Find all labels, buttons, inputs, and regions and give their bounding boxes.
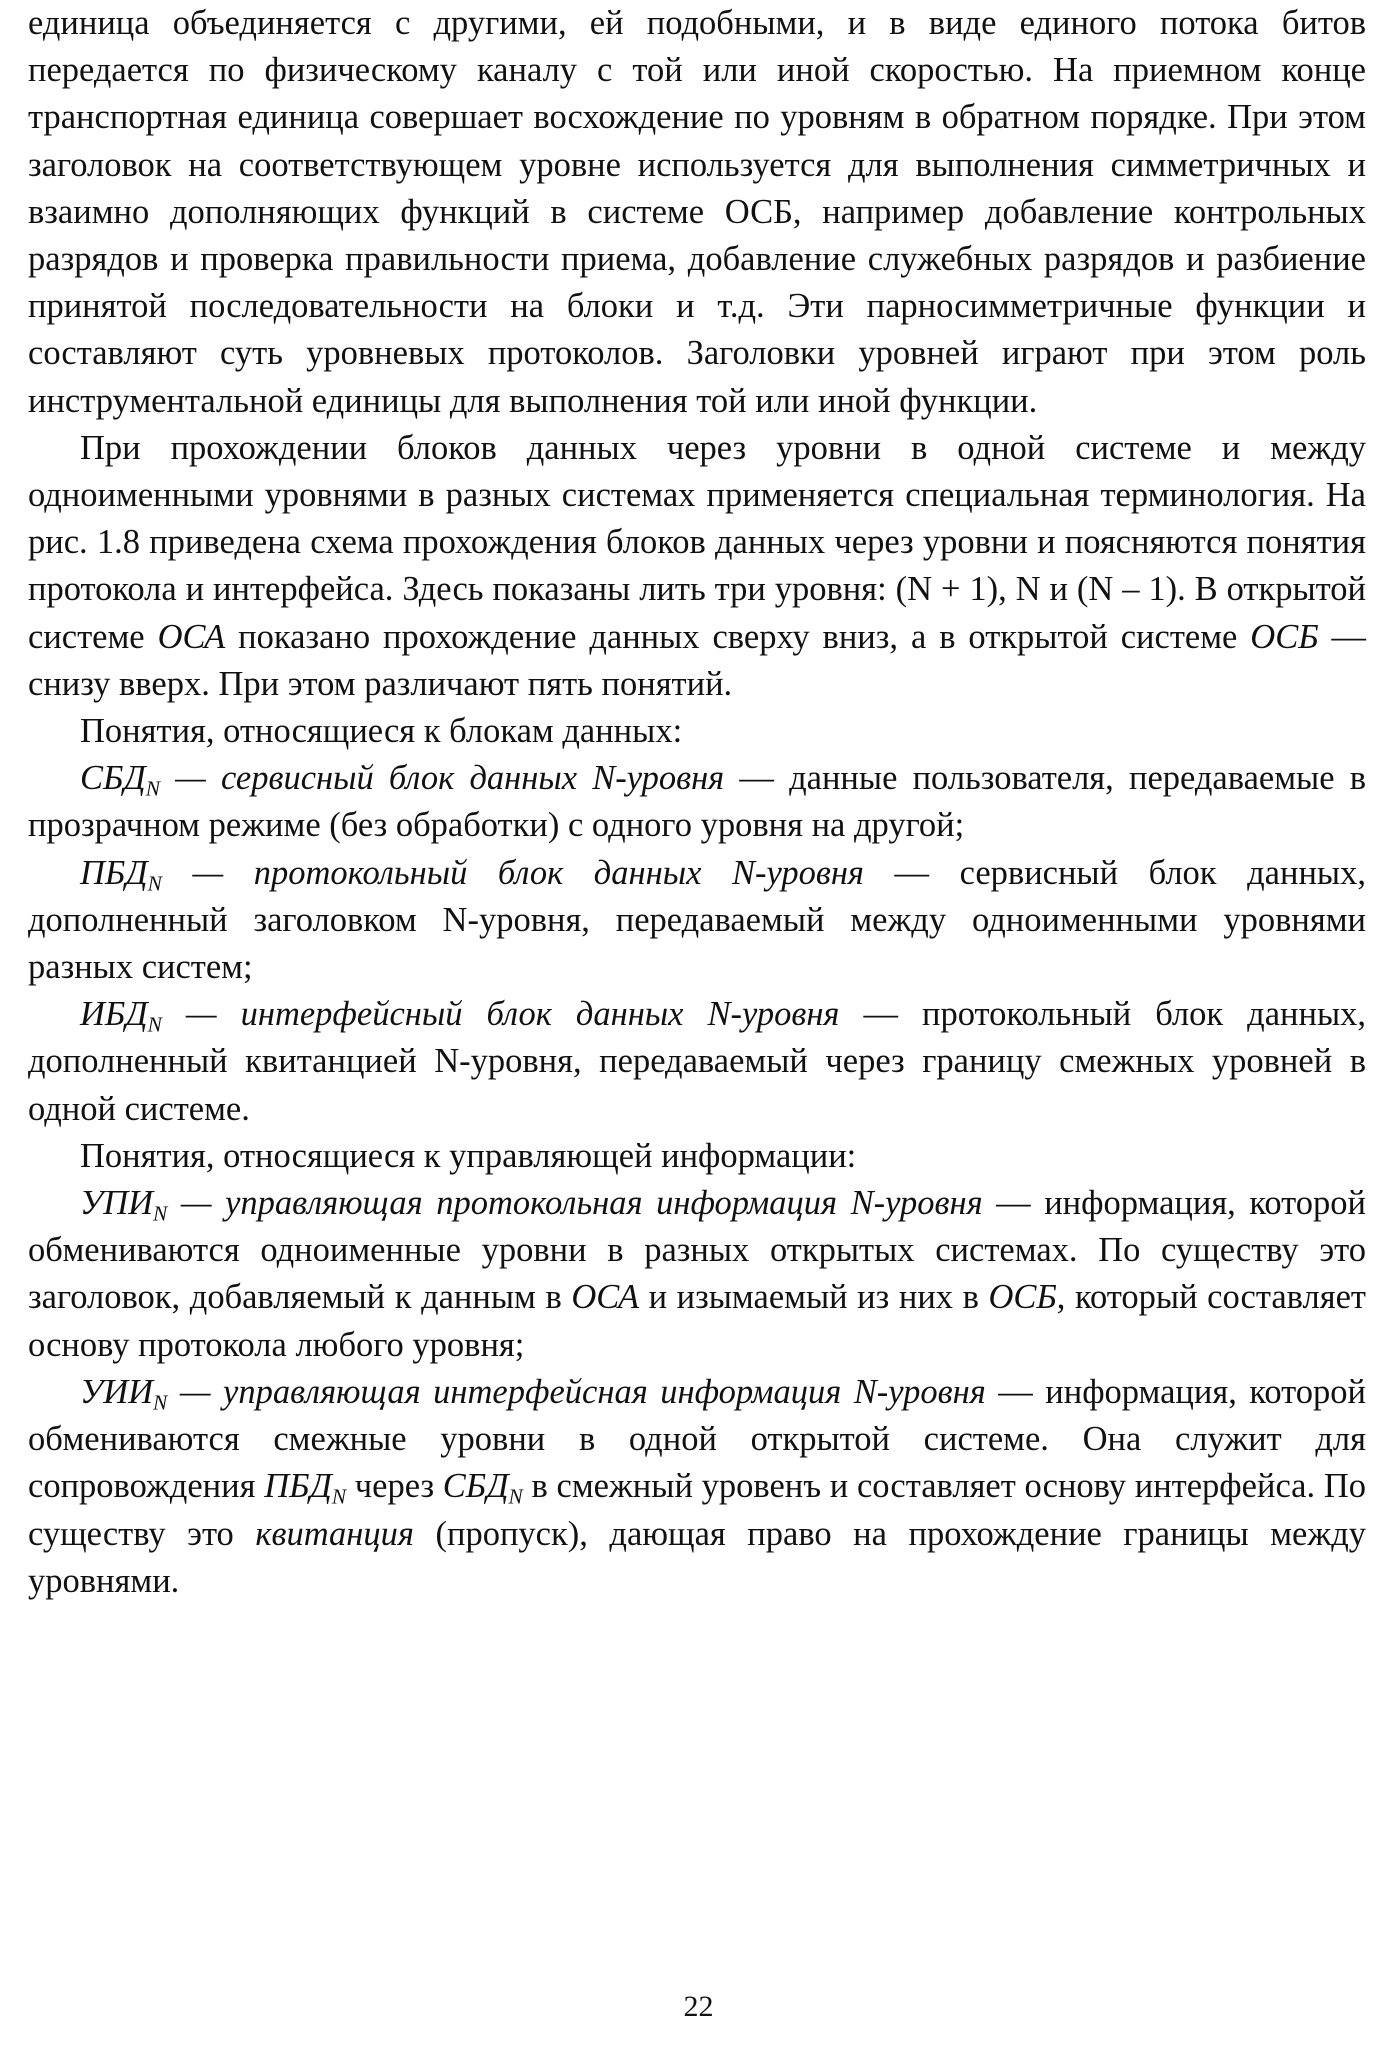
definition-text: — данные пользователя, передаваемые в прозрачном режиме (без обработки) с одного уровня на другой; bbox=[28, 759, 1366, 845]
paragraph-transport-unit: единица объединяется с другими, ей подобными, и в виде единого потока битов передается по физическому каналу с той или иной скоростью. На приемном конце транспортная единица совершает восхождение по уровням в обратном порядке. При этом заголовок на соответствующем уровне используется для выполнения симметричных и взаимно дополняющих функций в системе ОСБ, например добавление контрольных разрядов и проверка правильности приема, добавление служебных разрядов и разбиение принятой последовательности на блоки и т.д. Эти парносимметричные функции и составляют суть уровневых протоколов. Заголовки уровней играют при этом роль инструментальной единицы для выполнения той или иной функции. bbox=[28, 4, 1366, 420]
paragraph-terminology bbox=[28, 425, 1366, 708]
definition-uii bbox=[28, 1369, 1366, 1605]
terminology-text-part-1: При прохождении блоков данных через уровни в одной системе и между одноименными уровнями в разных системах применяется специальная терминология. На рис. 1.8 приведена схема прохождения блоков данных через уровни и поясняются понятия протокола и интерфейса. Здесь показаны лить три уровня: (N + 1), N и (N – 1). В открытой системе bbox=[28, 428, 1366, 656]
subscript-n: N bbox=[508, 1484, 523, 1509]
term-uii: — управляющая интерфейсная информация N-уровня bbox=[167, 1372, 986, 1411]
term-upi: — управляющая протокольная информация N-уровня bbox=[167, 1184, 983, 1223]
definition-text-part-1: — информация, которой обмениваются смежные уровни в одной открытой системе. Она служит для сопровождения bbox=[28, 1372, 1366, 1506]
definition-text: — сервисный блок данных, дополненный заголовком N-уровня, передаваемый между одноименными уровнями разных систем; bbox=[28, 853, 1366, 987]
term-osa: ОСА bbox=[571, 1278, 640, 1317]
definition-text-part-2: через bbox=[346, 1467, 443, 1506]
term-pbd: — протокольный блок данных N-уровня bbox=[161, 853, 864, 892]
term-osb: ОСБ bbox=[1250, 617, 1319, 656]
term-osa: ОСА bbox=[157, 617, 226, 656]
terminology-text-part-2: показано прохождение данных сверху вниз, а в открытой системе bbox=[225, 617, 1251, 656]
definition-ibd bbox=[28, 991, 1366, 1133]
abbr-sbd: СБД bbox=[80, 759, 146, 798]
subscript-n: N bbox=[331, 1484, 347, 1509]
subscript-n: N bbox=[153, 1201, 168, 1226]
subscript-n: N bbox=[153, 1390, 168, 1415]
term-ibd: — интерфейсный блок данных N-уровня bbox=[161, 995, 840, 1034]
definition-text-part-3: в смежный уровенъ и составляет основу интерфейса. По существу это bbox=[28, 1467, 1366, 1553]
page-number: 22 bbox=[683, 1990, 714, 2023]
abbr-pbd: ПБД bbox=[264, 1467, 332, 1506]
definition-sbd bbox=[28, 755, 1366, 849]
abbr-uii: УИИ bbox=[80, 1372, 154, 1411]
subscript-n: N bbox=[147, 1012, 162, 1037]
subscript-n: N bbox=[145, 776, 160, 801]
abbr-sbd: СБД bbox=[442, 1467, 509, 1506]
term-kvitantsiya: квитанция bbox=[255, 1514, 414, 1553]
abbr-pbd: ПБД bbox=[80, 853, 148, 892]
definition-text-part-2: и изымаемый из них в bbox=[639, 1278, 989, 1317]
subscript-n: N bbox=[147, 871, 162, 896]
definition-pbd bbox=[28, 850, 1366, 992]
abbr-upi: УПИ bbox=[80, 1184, 154, 1223]
terminology-text-part-3: — снизу вверх. При этом различают пять понятий. bbox=[28, 617, 1367, 703]
definition-text: — протокольный блок данных, дополненный квитанцией N-уровня, передаваемый через границу смежных уровней в одной системе. bbox=[28, 995, 1367, 1128]
page-body bbox=[28, 0, 1366, 1605]
paragraph-control-info-concepts: Понятия, относящиеся к управляющей информации: bbox=[80, 1136, 857, 1175]
term-osb: ОСБ bbox=[988, 1278, 1057, 1317]
definition-text-part-1: — информация, которой обмениваются одноименные уровни в разных открытых системах. По существу это заголовок, добавляемый к данным в bbox=[28, 1184, 1366, 1317]
definition-text-part-3: , который составляет основу протокола любого уровня; bbox=[28, 1278, 1366, 1364]
definition-upi bbox=[28, 1180, 1366, 1369]
paragraph-data-block-concepts: Понятия, относящиеся к блокам данных: bbox=[80, 712, 683, 751]
definition-text-part-4: (пропуск), дающая право на прохождение границы между уровнями. bbox=[28, 1514, 1366, 1600]
term-sbd: — сервисный блок данных N-уровня bbox=[160, 759, 725, 798]
abbr-ibd: ИБД bbox=[80, 995, 148, 1034]
